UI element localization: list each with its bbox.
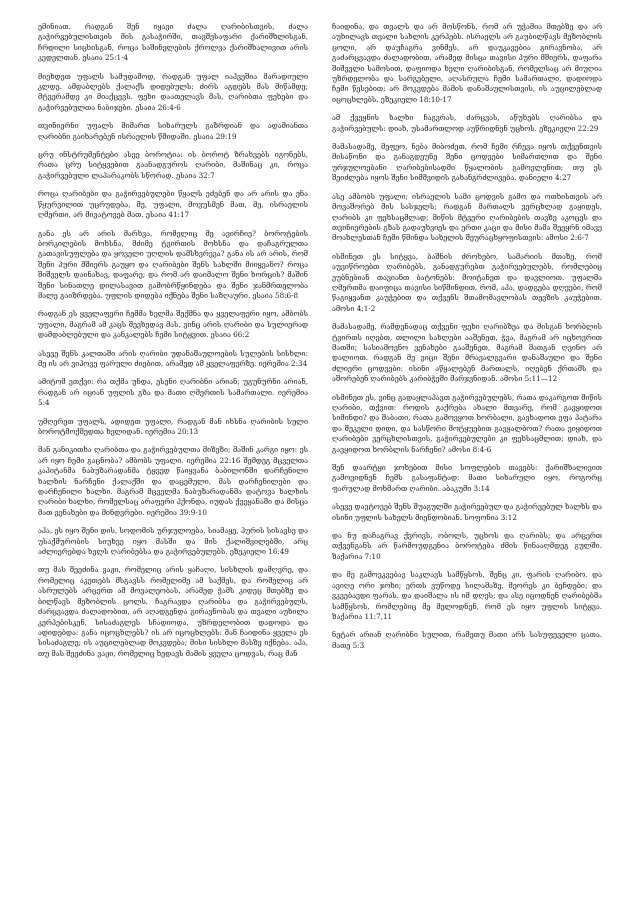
verse-paragraph: ისმინეთ ეს, ვინც გადაყლაპავთ გაჭირვებულებს, რათა დაკარგოთ მიწის ღარიბი, თქვით: როდის გაქრება ახალი მთვარე, რომ გავყიდოთ სიმინდი? და შაბათი, რათა გამოვყოთ ხორბალი, გავხადოთ ეფა პატარა და შეკელი დიდი, და სასწორი მოტყუებით გავყალბოთ? რათა ვიყიდოთ ღარიბები ვერცხლისთვის, გაჭირვებულები კი ფეხსაცმლით; დიახ, და გავყიდოთ ხორბლის ნარჩენი? ამოსი 8:4-6 bbox=[332, 392, 602, 454]
verse-paragraph: ჩაიდინა, და თვალს და არ მოსწონს, რომ არ უჭამია მთებზე და არ აუხილავს თვალი სახლის კერპებს. ისრაელს არ გაუბილწავს მეზობლის ცოლი, არ დაუჩაგრა ვინმეს, არ დაუკავებია გირავნობა, არ გაძარცვავდა ძალადობით, არამედ მისცა თავისი პური მშიერს, დაფარა შიშველი სამოსით, დაფიოდა ხელი ღარიბისგან, რომელსაც არ მიუღია უზრდელობა და სარგებელი, აღასრულა ჩემი სამართალი, დადიოდა ჩემი წესებით; არ მოკვდება მამის დანაშაულისთვის, ის აუცილებლად იცოცხლებს. ეზეკიელი 18:10-17 bbox=[332, 22, 602, 104]
verse-paragraph: მიეხდეთ უფალს სამუდამოდ, რადგან უფალ იაჰვეშია მარადიული კლდე. ამდაბლებს ქალაქს დიდებულს; ძირს აგდებს მას მიწამდე; მტვერამდე კი მიაქცევს. ფეხი დაათელავს მას, ღარიბთა ფეხები და გაჭირვებულთა ნაბიჯები. ესაია 26:4-6 bbox=[38, 71, 308, 112]
verse-paragraph: შენ დაარტყი ჯოხებით მისი სოფლების თავებს: ქარიშხალივით გამოვიდნენ ჩემს გასაფანტად: მათი სიხარული იყო, როგორც ფარულად მოხმართ ღარიბი. აბაკუმი 3:14 bbox=[332, 463, 602, 493]
verse-paragraph: მამასადამე, რამდენადაც თქვენი ფეხი ღარიბზეა და მისგან ხორბლის ტვირთს იღებთ, თლილი სახლები ააშენეთ, ჭვა, მაგრამ არ იცხოვრით მათში; სასიამოვნო ვენახები გააშენეთ, მაგრამ მათგან ღვინო არ დალიოთ. რადგან მე ვიცი შენი მრავალგვარი დანაშაული და შენი ძლიერი ცოდვები: ისინი აწყალებენ მართალს, იღებენ ქრთამს და აშორებენ ღარიბებს კარიბჭეში მარჯვნიდან. ამოსი 5:11—12 bbox=[332, 322, 602, 384]
verse-paragraph: მან განიკითხა ღარიბთა და გაჭირვებულთა მიზეზი; მაშინ კარგი იყო: ეს არ იყო ჩემი გაცნობა? ამბობს უფალი. იერემია 22:16 შემდეგ მცველთა კაპიტანმა ნაბუზარადანმა ტყვედ წაიყვანა ბაბილონში დარჩენილი ხალხის ნარჩენი ქალაქში და დაცემული, მას დარჩენილები და დარჩენილი ხალხი. მაგრამ მცველმა ნაბუზარადანმა დატოვა ხალხის ღარიბი ხალხი, რომელსაც არაფერი ჰქონდა, იუდას ქვეყანაში და მისცა მათ ვენახები და მინდვრები. იერემია 39:9-10 bbox=[38, 445, 308, 517]
verse-paragraph: და მე გამოვკვებავ საკლავს სამწყსოს, შენც კი, ფარის ღარიბო. და ავიღე ორი ჯოხი; ერთს ვუწოდე სილამაზე, მეორეს კი ბეჩდები; და ვკვებავდი ფარას. და დაიშალა ის იმ დღეს; და ასე იცოდნენ ღარიბებმა სამწყსოს, რომლებიც მე მელოდნენ, რომ ეს იყო უფლის სიტყვა. ზაქარია 11:7,11 bbox=[332, 570, 602, 621]
verse-paragraph: ნეტარ არიან ღარიბნი სულით, რამეთუ მათი არს სასუფეველი ცათა. მათე 5:3 bbox=[332, 630, 602, 650]
verse-paragraph: თვინიერნი უფალს მიმართ სიხარულს გაზრდიან და ადამიანთა ღარიბნი გაიხარებენ ისრაელის წმიდაში. ესაია 29:19 bbox=[38, 121, 308, 141]
verse-paragraph: რადგან ეს ყველაფერი ჩემმა ხელმა შექმნა და ყველაფერი იყო, ამბობს უფალი, მაგრამ ამ კაცს შევხედავ მას, ვინც არის ღარიბი და სულიერად დამდაბლებული და კანკალებს ჩემი სიტყვით. ესაია 66:2 bbox=[38, 309, 308, 340]
verse-paragraph: ცრუ ინსტრუმენტები ასეე ბოროტია: ის ბოროტ ზრახვებს იგონებს, რათა ცრუ სიტყვებით გაანადგუროს ღარიბი, მაშინაც კი, როცა გაჭირვებული ლაპარაკობს სწორად. ესაია 32:7 bbox=[38, 150, 308, 180]
verse-paragraph: ამიტომ ვთქვი: რა თქმა უნდა, ესენი ღარიბნი არიან; უგუნურნი არიან, რადგან არ იციან უფლის გზა და მათი ღმერთის სამართალი. იერემია 5:4 bbox=[38, 377, 308, 408]
verse-paragraph: ასე ამბობს უფალი; ისრაელის სამი ცოდვის გამო და ოთხისთვის არ მოვაშორებ მის სასჯელს; რადგან მართალს ვერცხლად გაყიდეს, ღარიბს კი ფეხსაცმლად; მიწის მტვერი ღარიბების თავზე აკოცეს და თვინიერების გზას გადაუხვიეს და ერთი კაცი და მისი მამა შეეყრნ იმავე მოახლესთან ჩემი წმინდა სახელის შეურაცხყოფისთვის: ამოსი 2:6-7 bbox=[332, 191, 602, 243]
verse-paragraph: ემინიათ. რადგან შენ იყავი ძალა ღარიბისთვის, ძალა გაჭირვებულისთვის მის გასაჭირში, თავშესაფარი ქარიშხლისგან, ჩრდილი სიცხისგან, როცა საშინელების ქროლვა ქარიშხალივით არის კედელთან. ესაია 25:1-4 bbox=[38, 22, 308, 63]
verse-paragraph: ისმინეთ ეს სიტყვა, ბაშნის ძროხებო, სამარიის მთაზე, რომ აუვიწროებთ ღარიბებს, განადგურებთ გაჭირვებულებს, რომლებიც ეუბნებიან თავიანთ ბატონებს: მოიტანეთ და დავლიოთ. უფალმა ღმერთმა დაიფიცა თავისი სიწმინდით, რომ, აჰა, დადგება დღეები, რომ წაგიყვანთ კაუჭებით და თქვენს შთამომავლობას თევზის კაუჭებით. ამოსი 4:1-2 bbox=[332, 251, 602, 313]
right-text-column bbox=[332, 22, 602, 884]
verse-paragraph: აჰა, ეს იყო შენი დის, სოდომის ურჯულოება, სიამაყე, პურის სისავსე და უსაქმურობის სიუხვე იყო მასში და მის ქალიშვილებში, არც აძლიერებდა ხელს ღარიბებსა და გაჭირვებულებს. ეზეკიელი 16:49 bbox=[38, 526, 308, 557]
verse-paragraph: თუ მას შეეძინა ვაჟი, რომელიც არის ყაჩაღი, სისხლის დამღვრე, და რომელიც აკეთებს მსგავსს რომელიმე ამ საქმეს, და რომელიც არ ასრულებს არცერთ ამ მოვალეობას, არამედ ჭამს კიდეც მთებზე და ბილწავს მეზობლის ცოლს, ჩაგრავდა ღარიბსა და გაჭირვებულს, ძარცვავდა ძალადობით, არ აღადგენდა გირავნობას და თვალი აუხილა კერპებისკენ, სისაძაგლეს სჩადიოდა, უზრდელობით დადოდა და ადიდებდა: განა იცოცხლებს? ის არ იცოცხლებს: მან ჩაიდინა ყველა ეს სისაძაგლე; ის აუცილებლად მოკვდება; მისი სისხლი მასზე იქნება. აჰა, თუ მას შეეძინა ვაჟი, რომელიც ხედავს მამის ყველა ცოდვას, რაც მან bbox=[38, 565, 308, 658]
verse-paragraph: ასევე დავტოვებ შენს შუაგულში გაჭირვებულ და გაჭირვებულ ხალხს და ისინი უფლის სახელს მიენდობიან. სოფონია 3:12 bbox=[332, 502, 602, 522]
verse-paragraph: ასევე შენს კალთაში არის ღარიბი უდანაშაულოების სულების სისხლი: მე ის არ ვიპოვე ფარული ძიებით, არამედ ამ ყველაფერზე. იერემია 2:34 bbox=[38, 348, 308, 368]
verse-paragraph: და ნუ დაჩაგრავ ქვრივს, ობოლს, უცხოს და ღარიბს; და არცერთ თქვენგანს არ წარმოუდგენია ბოროტება ძმის წინააღმდეგ გულში. ზაქარია 7:10 bbox=[332, 531, 602, 561]
verse-paragraph: უმღერეთ უფალს, ადიდეთ უფალი, რადგან მან იხსნა ღარიბის სული ბოროტმოქმედთა ხელიდან. იერემია 20:13 bbox=[38, 416, 308, 436]
verse-paragraph: მამასადამე, მეფეო, ნება მიბოძეთ, რომ ჩემი რჩევა იყოს თქვენთვის მისაწონი და განაგდეუნე შენი ცოდვები სიმართლით და შენი ურჯულოებანი ღარიბებისადმი წყალობის გამოვლენით; თუ ეს შეიძლება იყოს შენი სიმშვიდის გახანგრძლივება. დანიელი 4:27 bbox=[332, 142, 602, 183]
verse-paragraph: განა ეს არ არის მარხვა, რომელიც მე ავირჩიე? ბოროტების ბორკილების მოხსნა, მძიმე ტვირთის მოხსნა და დაჩაგრულთა გათავისუფლება და ყოველი უღლის დამსხვრევა? განა ის არ არის, რომ შენი პური მშიერს გაუყო და ღარიბები შენს სახლში მიიყვანო? როცა შიშველს დაინახავ, დაფარე; და რომ არ დაიმალო შენი ხორცის? მაშინ შენი სინათლე დილასავით გამობრწყინდება და შენი ჯანმრთელობა მალე გაიზრდება. უფლის დიდება იქნება შენი საზღაური. ესაია 58:6-8 bbox=[38, 228, 308, 300]
verse-paragraph: ამ ქვეყნის ხალხი ჩაგვრას, ძარცვას, აწუხებს ღარიბსა და გაჭირვებულს: დიახ, უსამართლოდ აუწრიდნენ უცხოს. ეზეკიელი 22:29 bbox=[332, 113, 602, 133]
verse-paragraph: როცა ღარიბები და გაჭირვებულები წყალს ეძებენ და არ არის და ენა წყურვილით უცრუდება, მე, უფალი, მოვუსმენ მათ, მე, ისრაელის ღმერთი, არ მივატოვებ მათ. ესაია 41:17 bbox=[38, 189, 308, 220]
left-text-column bbox=[38, 22, 308, 884]
